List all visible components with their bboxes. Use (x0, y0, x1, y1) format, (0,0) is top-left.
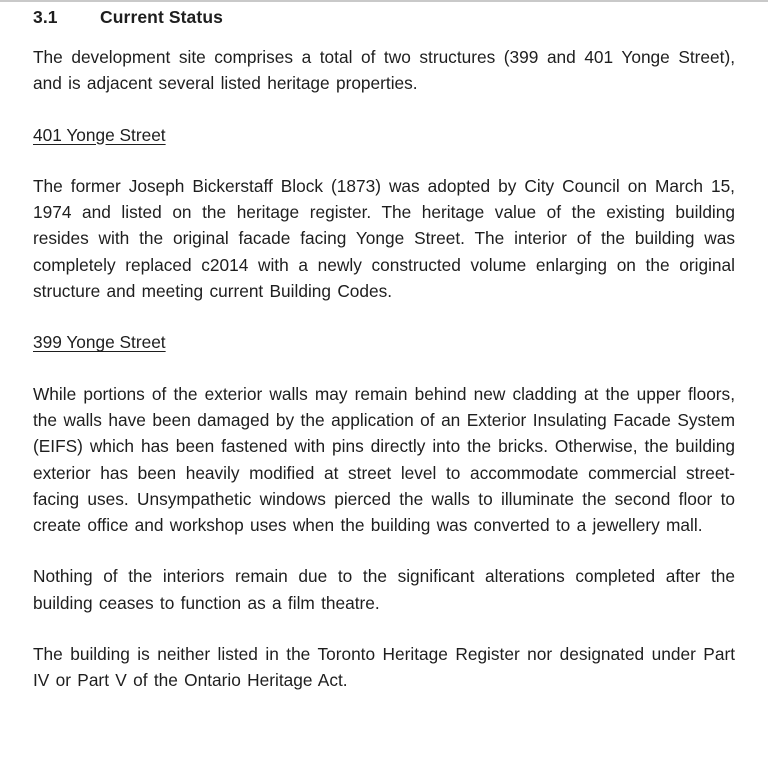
paragraph-site-overview: The development site comprises a total of two structures (399 and 401 Yonge Street), and is adjacent several listed heritage properties. (33, 47, 735, 94)
paragraph-401-yonge-history: The former Joseph Bickerstaff Block (1873) was adopted by City Council on March 15, 1974 and listed on the heritage register. The heritage value of the existing building resides with the original facade facing Yonge Street. The interior of the building was completely replaced c2014 with a newly constructed volume enlarging on the original structure and meeting current Building Codes. (33, 175, 735, 302)
paragraph-399-yonge-exterior: While portions of the exterior walls may remain behind new cladding at the upper floors, the walls have been damaged by the application of an Exterior Insulating Facade System (EIFS) which has been fastened with pins directly into the bricks. Otherwise, the building exterior has been heavily modified at street level to accommodate commercial street-facing uses. Unsympathetic windows pierced the walls to illuminate the second floor to create office and workshop uses when the building was converted to a jewellery mall. (33, 383, 735, 536)
paragraph-399-yonge-interiors: Nothing of the interiors remain due to the significant alterations completed after the building ceases to function as a film theatre. (33, 566, 735, 613)
subheading-399-yonge-street-label: 399 Yonge Street (33, 332, 166, 353)
subheading-401-yonge-street (33, 122, 735, 148)
subheading-399-yonge-street (33, 329, 735, 355)
paragraph-399-yonge-listing-status: The building is neither listed in the Toronto Heritage Register nor designated under Part IV or Part V of the Ontario Heritage Act. (33, 644, 735, 691)
page-top-edge-divider (0, 0, 768, 2)
section-heading (33, 4, 735, 30)
section-number: 3.1 (33, 7, 58, 27)
subheading-401-yonge-street-label: 401 Yonge Street (33, 124, 166, 145)
section-title: Current Status (100, 7, 223, 27)
